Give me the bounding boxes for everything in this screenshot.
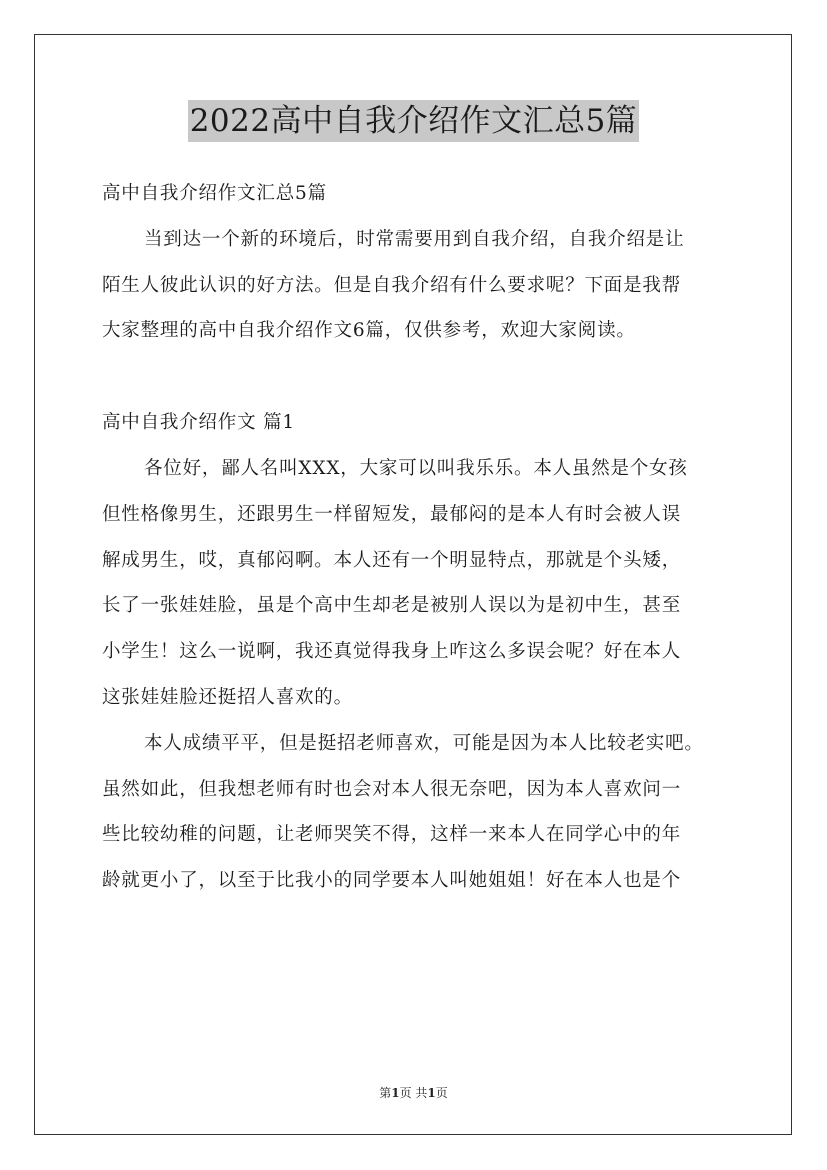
intro-line: 陌生人彼此认识的好方法。但是自我介绍有什么要求呢？下面是我帮	[102, 274, 682, 296]
section-heading: 高中自我介绍作文 篇1	[102, 412, 295, 434]
page-mid: 页 共	[399, 1086, 428, 1100]
paragraph-line: 长了一张娃娃脸，虽是个高中生却老是被别人误以为是初中生，甚至	[102, 595, 682, 617]
intro-line: 当到达一个新的环境后，时常需要用到自我介绍，自我介绍是让	[144, 228, 685, 250]
subtitle: 高中自我介绍作文汇总5篇	[102, 183, 327, 204]
paragraph-line: 虽然如此，但我想老师有时也会对本人很无奈吧，因为本人喜欢问一	[102, 778, 682, 800]
page-total: 1	[427, 1086, 436, 1100]
paragraph-line: 但性格像男生，还跟男生一样留短发，最郁闷的是本人有时会被人误	[102, 503, 682, 525]
document-title: 2022高中自我介绍作文汇总5篇	[188, 100, 640, 142]
paragraph-line: 解成男生，哎，真郁闷啊。本人还有一个明显特点，那就是个头矮，	[102, 549, 682, 571]
page-number: 1	[391, 1086, 400, 1100]
paragraph-line: 些比较幼稚的问题，让老师哭笑不得，这样一来本人在同学心中的年	[102, 824, 682, 846]
document-body	[102, 173, 742, 906]
intro-line: 大家整理的高中自我介绍作文6篇，仅供参考，欢迎大家阅读。	[102, 320, 636, 342]
page-footer	[0, 1084, 827, 1101]
page-prefix: 第	[379, 1086, 392, 1100]
paragraph-line: 本人成绩平平，但是挺招老师喜欢，可能是因为本人比较老实吧。	[144, 732, 704, 754]
spacer	[102, 356, 742, 402]
page-suffix: 页	[435, 1086, 448, 1100]
title-container	[0, 100, 827, 142]
paragraph-line: 这张娃娃脸还挺招人喜欢的。	[102, 686, 353, 708]
paragraph-line: 龄就更小了，以至于比我小的同学要本人叫她姐姐！好在本人也是个	[102, 870, 682, 892]
paragraph-line: 各位好，鄙人名叫XXX，大家可以叫我乐乐。本人虽然是个女孩	[144, 457, 688, 479]
paragraph-line: 小学生！这么一说啊，我还真觉得我身上咋这么多误会呢？好在本人	[102, 641, 682, 663]
